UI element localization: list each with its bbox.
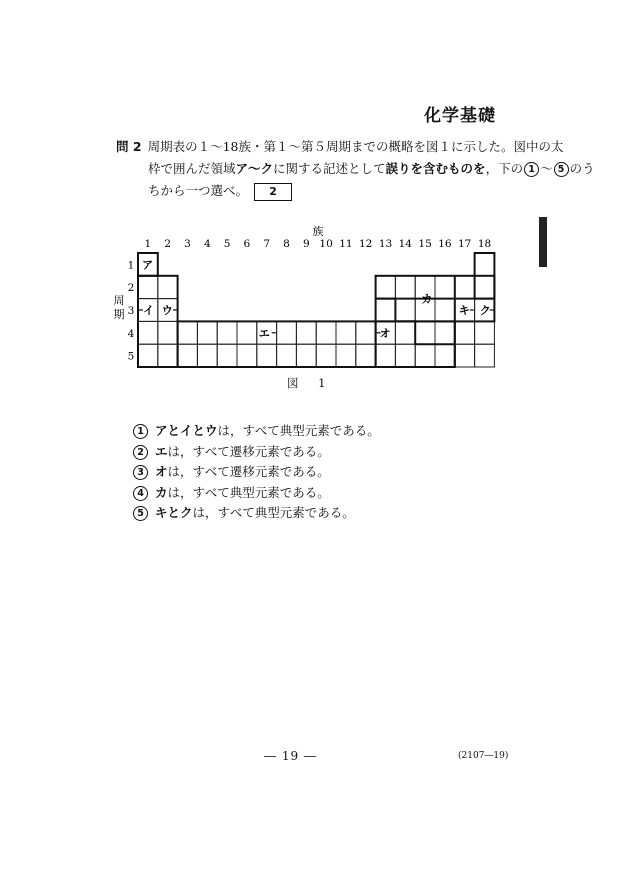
- table-cell: [455, 276, 475, 299]
- table-cell: [395, 321, 415, 344]
- question-text-2c: ，下の: [485, 161, 524, 176]
- choice-subject: エ: [155, 443, 168, 459]
- table-cell: [376, 276, 396, 299]
- table-cell: [435, 276, 455, 299]
- document-code: (2107―19): [458, 751, 509, 761]
- question-text-2d: のう: [569, 161, 595, 176]
- table-cell: [197, 344, 217, 367]
- table-cell: [178, 344, 198, 367]
- group-label: 13: [378, 238, 393, 250]
- group-labels: [145, 238, 492, 250]
- choice-text: は，すべて遷移元素である。: [167, 464, 330, 480]
- period-label: 1: [127, 259, 135, 272]
- group-label: 12: [359, 238, 373, 250]
- table-cell: [197, 321, 217, 344]
- question-text-3: ちから一つ選べ。: [148, 183, 249, 198]
- table-cell: [158, 276, 178, 299]
- group-label: 16: [438, 238, 452, 250]
- table-cell: [376, 344, 396, 367]
- table-cell: [138, 321, 158, 344]
- group-label: 7: [263, 238, 271, 250]
- choice-number: 2: [133, 445, 148, 460]
- group-label: 3: [184, 238, 191, 250]
- table-cell: [415, 321, 435, 344]
- table-cell: [435, 299, 455, 322]
- table-cell: [138, 276, 158, 299]
- choice-5[interactable]: [132, 503, 380, 524]
- choice-text: は，すべて遷移元素である。: [167, 443, 330, 459]
- table-cell: [237, 344, 257, 367]
- period-label: 4: [127, 327, 135, 340]
- group-label: 9: [302, 238, 310, 250]
- choice-subject: オ: [155, 464, 168, 480]
- period-axis-label-2: 期: [113, 308, 125, 321]
- group-label: 5: [223, 238, 231, 250]
- choice-3[interactable]: [132, 462, 380, 483]
- table-cell: [158, 321, 178, 344]
- table-cell: [475, 321, 495, 344]
- region-range: ア～ク: [235, 161, 274, 176]
- table-cell: [376, 299, 396, 322]
- table-cell: [455, 344, 475, 367]
- period-label: 3: [127, 305, 135, 317]
- subject-title: 化学基礎: [424, 106, 496, 126]
- group-label: 15: [418, 238, 432, 250]
- region-label-a: ア: [142, 258, 153, 272]
- table-cell: [435, 321, 455, 344]
- group-label: 10: [319, 238, 333, 250]
- choice-1[interactable]: [132, 421, 380, 442]
- table-cell: [435, 344, 455, 367]
- table-cell: [356, 321, 376, 344]
- group-label: 8: [283, 238, 290, 250]
- group-label: 17: [458, 238, 472, 250]
- table-cell: [336, 344, 356, 367]
- figure-caption: 図 1: [287, 376, 334, 390]
- table-cell: [455, 321, 475, 344]
- choice-4[interactable]: [132, 483, 380, 504]
- question-tilde: ～: [540, 161, 553, 176]
- table-cell: [475, 344, 495, 367]
- table-cell: [277, 344, 297, 367]
- choice-text: は，すべて典型元素である。: [192, 505, 355, 521]
- period-labels: [128, 259, 135, 362]
- question-text-2b: に関する記述として: [273, 161, 386, 176]
- region-label-i: イ: [143, 304, 154, 317]
- table-cell: [395, 344, 415, 367]
- group-label: 11: [339, 238, 353, 250]
- table-cell: [415, 344, 435, 367]
- table-cell: [178, 321, 198, 344]
- group-label: 4: [203, 238, 211, 250]
- table-cell: [395, 299, 415, 322]
- table-cell: [257, 344, 277, 367]
- circled-number-1: 1: [524, 162, 539, 177]
- group-label: 1: [144, 238, 152, 250]
- circled-number-5: 5: [554, 162, 569, 177]
- group-label: 2: [164, 238, 172, 250]
- question-number: 問 2: [116, 139, 142, 154]
- table-cell: [395, 276, 415, 299]
- choice-subject: カ: [155, 484, 168, 500]
- region-label-e: エ: [258, 326, 270, 340]
- choice-text: は，すべて典型元素である。: [167, 484, 330, 500]
- page-number: ― 19 ―: [264, 749, 317, 763]
- question-text-2a: 枠で囲んだ領域: [148, 161, 236, 176]
- choice-text: は，すべて典型元素である。: [217, 423, 380, 438]
- choices-list: [132, 421, 380, 524]
- period-label: 2: [127, 282, 135, 295]
- table-cell: [158, 344, 178, 367]
- region-label-o: オ: [379, 326, 391, 340]
- choice-subject: アとイとウ: [155, 423, 218, 438]
- table-cell: [316, 344, 336, 367]
- table-grid: [138, 253, 494, 367]
- table-cell: [237, 321, 257, 344]
- region-label-u: ウ: [161, 304, 173, 317]
- table-cell: [316, 321, 336, 344]
- table-cell: [217, 321, 237, 344]
- table-cell: [475, 276, 495, 299]
- choice-number: 5: [133, 506, 148, 521]
- table-cell: [296, 344, 316, 367]
- table-cell: [475, 253, 495, 276]
- choice-subject: キとク: [155, 505, 193, 521]
- period-label: 5: [127, 350, 135, 363]
- choice-number: 3: [133, 465, 148, 480]
- choice-number: 4: [133, 486, 148, 501]
- periodic-table-figure: [0, 0, 620, 420]
- choice-number: 1: [133, 424, 148, 439]
- group-label: 6: [243, 238, 251, 250]
- table-cell: [277, 321, 297, 344]
- period-axis-label-1: 周: [113, 294, 125, 307]
- table-cell: [336, 321, 356, 344]
- question-text-1: 周期表の１～18族・第１～第５周期までの概略を図１に示した。図中の太: [147, 139, 564, 154]
- region-label-ki: キ: [458, 304, 470, 317]
- emphasis-text: 誤りを含むものを: [385, 161, 486, 176]
- table-cell: [356, 344, 376, 367]
- group-axis-label: 族: [312, 225, 324, 238]
- table-cell: [138, 344, 158, 367]
- choice-2[interactable]: [132, 442, 380, 463]
- group-label: 18: [477, 238, 492, 250]
- region-label-ka: カ: [421, 292, 433, 306]
- table-cell: [296, 321, 316, 344]
- table-cell: [217, 344, 237, 367]
- group-label: 14: [398, 238, 412, 250]
- answer-box: 2: [254, 183, 292, 201]
- region-label-ku: ク: [479, 304, 491, 317]
